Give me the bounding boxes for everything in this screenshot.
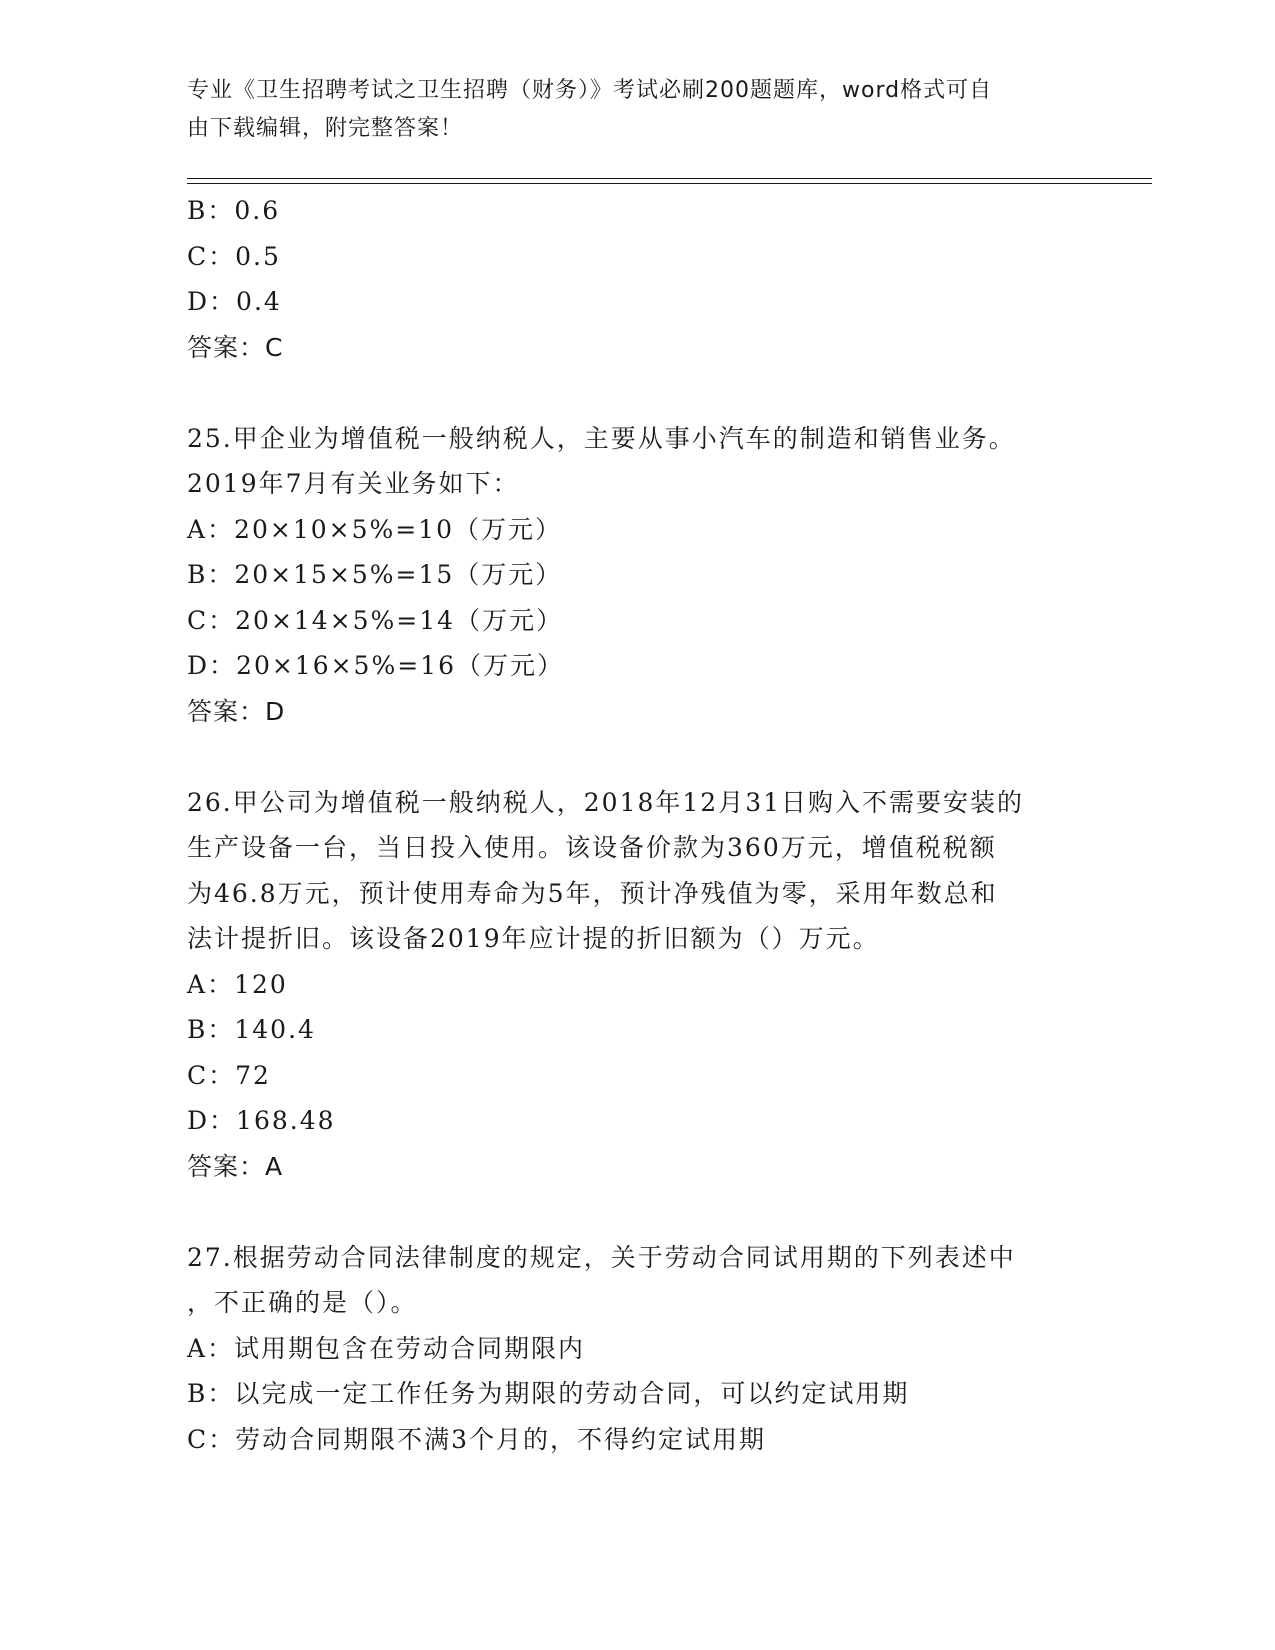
option-a: A：试用期包含在劳动合同期限内 (187, 1333, 586, 1363)
spacer (187, 734, 1087, 780)
document-body (187, 188, 1087, 1462)
page-header (187, 72, 1067, 148)
question-stem-line: 生产设备一台，当日投入使用。该设备价款为360万元，增值税税额 (187, 833, 997, 862)
option-d: D：168.48 (187, 1106, 336, 1135)
question-stem-line: 为46.8万元，预计使用寿命为5年，预计净残值为零，采用年数总和 (187, 878, 998, 908)
option-c: C：72 (187, 1060, 271, 1090)
question-block-25 (187, 416, 1087, 735)
question-block-prev (187, 188, 1087, 370)
spacer (187, 1189, 1087, 1235)
question-stem-line: ，不正确的是（）。 (187, 1288, 418, 1317)
question-stem-line: 26.甲公司为增值税一般纳税人，2018年12月31日购入不需要安装的 (187, 787, 1025, 817)
option-a: A：20×10×5%=10（万元） (187, 514, 562, 544)
option-c: C：0.5 (187, 241, 281, 271)
answer: 答案：D (187, 696, 286, 726)
question-block-27 (187, 1235, 1087, 1463)
option-d: D：20×16×5%=16（万元） (187, 651, 564, 680)
answer: 答案：C (187, 332, 284, 362)
header-line-1: 专业《卫生招聘考试之卫生招聘（财务）》考试必刷200题题库，word格式可自 (187, 78, 993, 103)
question-stem-line: 25.甲企业为增值税一般纳税人，主要从事小汽车的制造和销售业务。 (187, 423, 1016, 453)
answer: 答案：A (187, 1151, 284, 1181)
option-b: B：140.4 (187, 1015, 316, 1044)
option-c: C：20×14×5%=14（万元） (187, 605, 564, 635)
spacer (187, 370, 1087, 416)
header-rule-top (187, 178, 1152, 179)
option-b: B：20×15×5%=15（万元） (187, 560, 563, 589)
option-b: B：以完成一定工作任务为期限的劳动合同，可以约定试用期 (187, 1379, 910, 1408)
option-d: D：0.4 (187, 287, 282, 316)
option-c: C：劳动合同期限不满3个月的，不得约定试用期 (187, 1424, 767, 1454)
question-block-26 (187, 780, 1087, 1190)
question-stem-line: 27.根据劳动合同法律制度的规定，关于劳动合同试用期的下列表述中 (187, 1242, 1016, 1272)
header-rule-bottom (187, 183, 1152, 184)
question-stem-line: 2019年7月有关业务如下： (187, 469, 520, 498)
question-stem-line: 法计提折旧。该设备2019年应计提的折旧额为（）万元。 (187, 924, 880, 953)
option-b: B：0.6 (187, 196, 281, 225)
header-line-2: 由下载编辑，附完整答案！ (187, 116, 464, 141)
option-a: A：120 (187, 969, 288, 999)
